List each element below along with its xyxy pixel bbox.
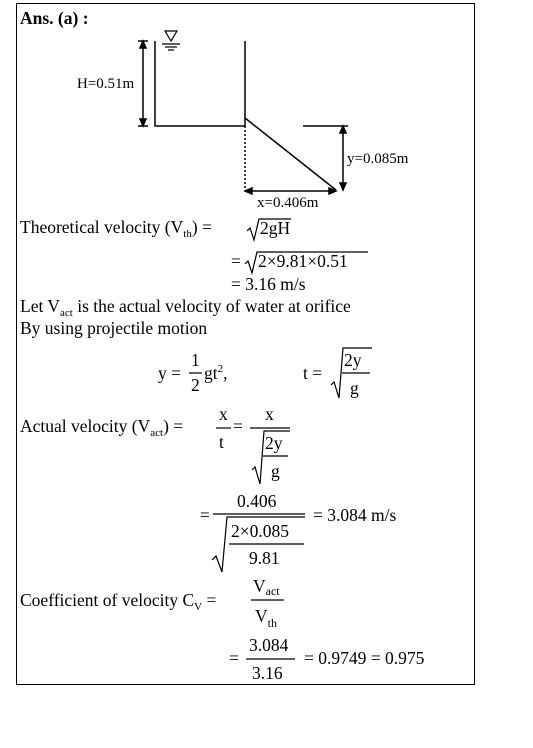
coef-num: 3.084 (249, 635, 289, 655)
actual-t: t (219, 432, 224, 452)
actual-eq-prefix: = (200, 505, 210, 525)
half-num: 1 (191, 350, 200, 370)
actual-num: 0.406 (237, 491, 277, 511)
actual-x2: x (265, 404, 274, 424)
theoretical-velocity-label: Theoretical velocity $(V_{th})$ = (20, 217, 212, 240)
coef-result: = 0.9749 = 0.975 (304, 648, 425, 668)
theory-result: = 3.16 m/s (231, 274, 306, 294)
actual-inner-den: 9.81 (249, 548, 280, 568)
coefficient-label: Coefficient of velocity $C_V$ = (20, 590, 217, 613)
theory-expr-1: 2gH (260, 218, 291, 238)
coef-eq-prefix: = (229, 648, 239, 668)
actual-result: = 3.084 m/s (313, 505, 397, 525)
actual-velocity-label: Actual velocity $(V_{act})$ = (20, 416, 184, 439)
theory-eq-prefix: = (231, 251, 241, 271)
h-label: H=0.51m (77, 76, 135, 92)
coef-den: 3.16 (252, 663, 283, 683)
theory-expr-2: 2×9.81×0.51 (258, 251, 348, 271)
coef-vact: Vact (253, 576, 280, 598)
answer-heading: Ans. (a) : (20, 8, 89, 28)
y-eq: y = (158, 363, 181, 383)
projectile-line: By using projectile motion (20, 318, 208, 338)
x-label: x=0.406m (257, 195, 319, 211)
g-den: g (350, 378, 359, 398)
y-label: y=0.085m (347, 151, 409, 167)
actual-g: g (271, 461, 280, 481)
let-vact-line: Let $V_{act}$ is the actual velocity of water at orifice (20, 296, 351, 319)
actual-inner-num: 2×0.085 (231, 521, 289, 541)
t-eq: t = (303, 363, 323, 383)
actual-x: x (219, 404, 228, 424)
actual-eq: = (233, 416, 243, 436)
two-y: 2y (344, 350, 362, 370)
actual-2y: 2y (265, 433, 283, 453)
coef-vth: $V_{th}$ (255, 606, 277, 630)
half-den: 2 (191, 375, 200, 395)
gt-term: $gt^2$, (204, 363, 228, 383)
